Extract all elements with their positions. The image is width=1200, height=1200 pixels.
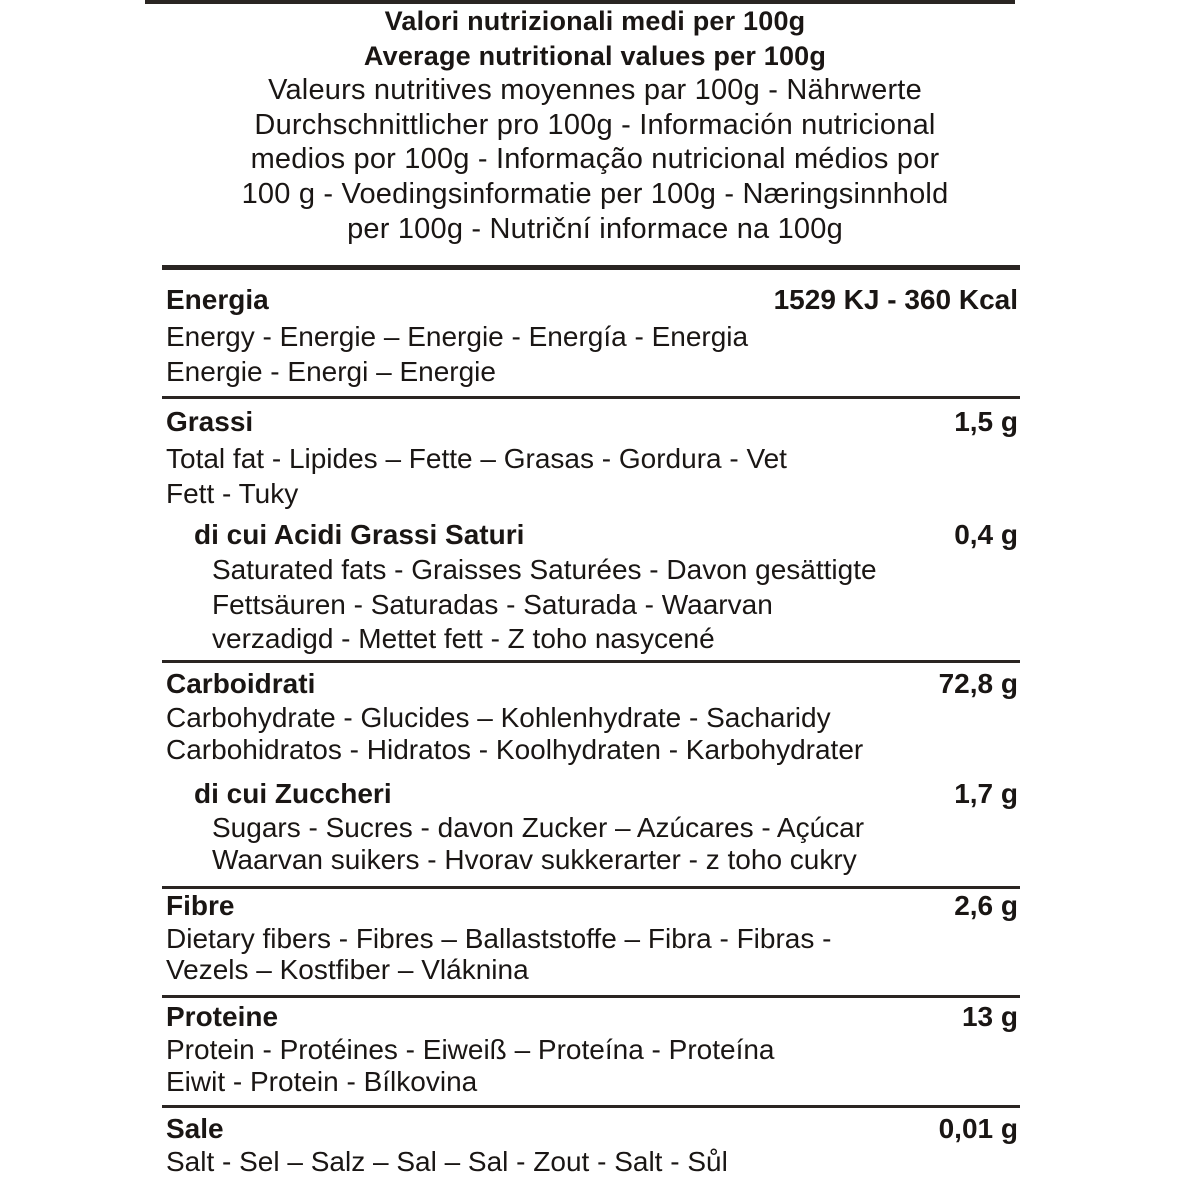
header-line-5: medios por 100g - Informação nutricional médios por [250, 143, 940, 176]
fibre-value: 2,6 g [954, 890, 1018, 921]
row-fibre [166, 890, 1018, 985]
saturated-value: 0,4 g [954, 519, 1018, 550]
carbs-value: 72,8 g [938, 668, 1018, 699]
saturated-name: di cui Acidi Grassi Saturi [194, 519, 525, 550]
divider-energy [162, 396, 1020, 399]
header-line-7: per 100g - Nutriční informace na 100g [347, 212, 843, 245]
sugars-translation-1: Sugars - Sucres - davon Zucker – Azúcares - Açúcar [212, 812, 865, 843]
fat-name: Grassi [166, 406, 254, 437]
divider-fibre [162, 995, 1020, 998]
protein-value: 13 g [961, 1001, 1018, 1032]
saturated-translation-1: Saturated fats - Graisses Saturées - Davon gesättigte [212, 554, 877, 585]
sugars-translation-2: Waarvan suikers - Hvorav sukkerarter - z toho cukry [212, 844, 857, 875]
energy-value: 1529 KJ - 360 Kcal [773, 284, 1018, 315]
fat-translation-1: Total fat - Lipides – Fette – Grasas - Gordura - Vet [166, 443, 787, 474]
row-energy [166, 284, 1018, 389]
row-protein [166, 1001, 1018, 1098]
divider-carbohydrate [162, 886, 1020, 889]
protein-translation-2: Eiwit - Protein - Bílkovina [166, 1066, 478, 1097]
energy-translation-1: Energy - Energie – Energie - Energía - Energia [166, 321, 749, 352]
saturated-translation-3: verzadigd - Mettet fett - Z toho nasycené [212, 623, 715, 654]
nutrition-label [150, 0, 1040, 1200]
carbs-name: Carboidrati [166, 668, 316, 699]
salt-value: 0,01 g [938, 1113, 1018, 1144]
fibre-translation-2: Vezels – Kostfiber – Vláknina [166, 954, 529, 985]
row-carbohydrate [166, 668, 1018, 766]
header-line-3: Valeurs nutritives moyennes par 100g - Nährwerte [268, 74, 922, 107]
energy-name: Energia [166, 284, 269, 315]
carbs-translation-1: Carbohydrate - Glucides – Kohlenhydrate - Sacharidy [166, 702, 831, 733]
label-header [150, 4, 1040, 246]
salt-name: Sale [166, 1113, 224, 1144]
protein-name: Proteine [166, 1001, 279, 1032]
row-saturated-fat [166, 519, 1046, 657]
protein-translation-1: Protein - Protéines - Eiweiß – Proteína - Proteína [166, 1034, 775, 1065]
divider-header [162, 265, 1020, 270]
header-line-english: Average nutritional values per 100g [363, 40, 827, 71]
sugars-name: di cui Zuccheri [194, 778, 392, 809]
energy-translation-2: Energie - Energi – Energie [166, 355, 496, 387]
fat-translation-2: Fett - Tuky [166, 477, 299, 509]
header-line-6: 100 g - Voedingsinformatie per 100g - Næringsinnhold [241, 177, 949, 210]
fat-value: 1,5 g [954, 406, 1018, 437]
salt-translation-1: Salt - Sel – Salz – Sal – Sal - Zout - Salt - Sůl [166, 1146, 728, 1177]
header-line-italian: Valori nutrizionali medi per 100g [384, 6, 806, 36]
fibre-translation-1: Dietary fibers - Fibres – Ballaststoffe – Fibra - Fibras - [166, 923, 832, 954]
row-sugars [166, 778, 1046, 876]
carbs-translation-2: Carbohidratos - Hidratos - Koolhydraten - Karbohydrater [166, 734, 864, 765]
divider-fat [162, 660, 1020, 663]
row-salt [166, 1113, 1018, 1178]
saturated-translation-2: Fettsäuren - Saturadas - Saturada - Waarvan [212, 588, 773, 620]
sugars-value: 1,7 g [954, 778, 1018, 809]
row-fat [166, 406, 1018, 511]
divider-protein [162, 1105, 1020, 1108]
header-line-4: Durchschnittlicher pro 100g - Información nutricional [254, 108, 936, 141]
fibre-name: Fibre [166, 890, 235, 921]
